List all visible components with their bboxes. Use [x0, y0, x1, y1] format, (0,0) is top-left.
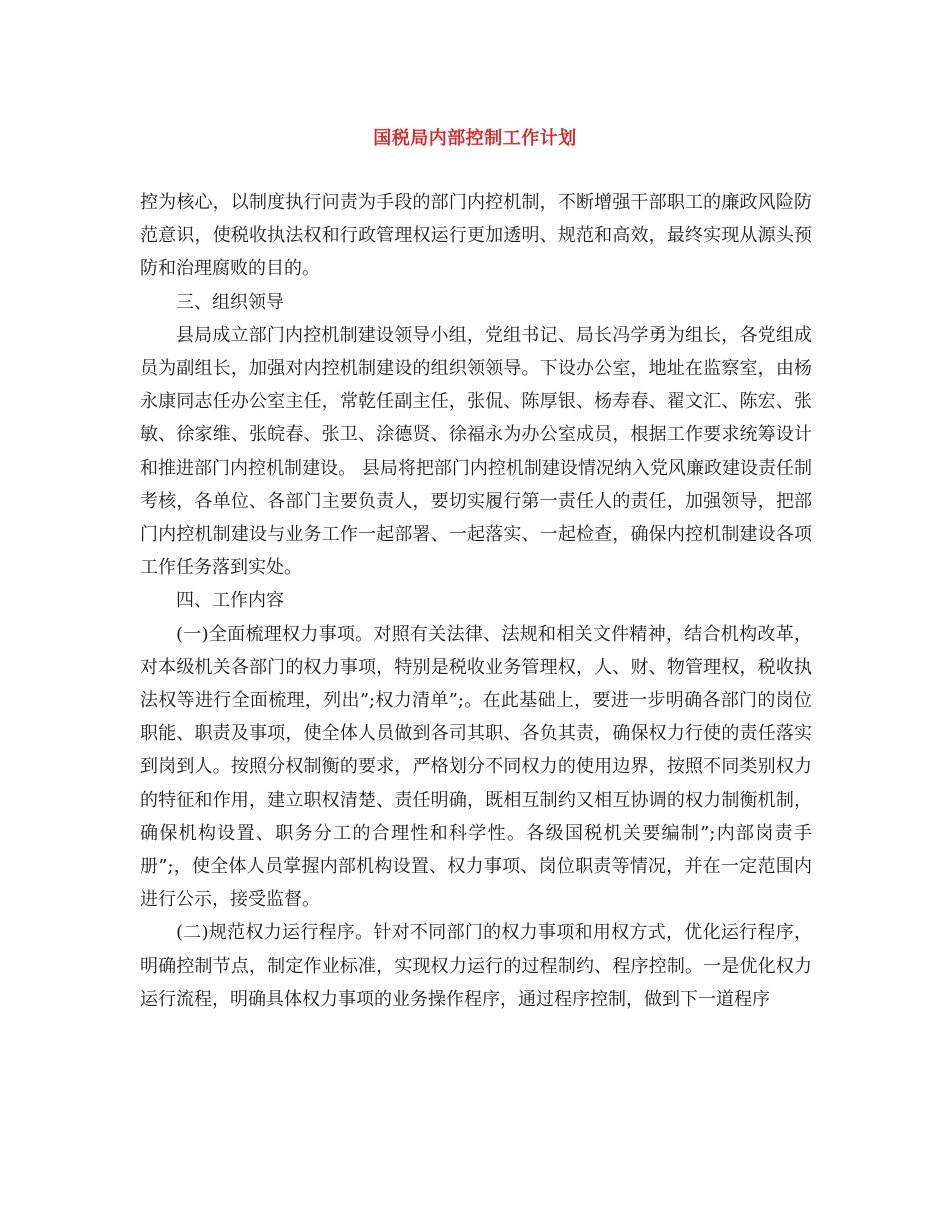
paragraph: 控为核心，以制度执行问责为手段的部门内控机制，不断增强干部职工的廉政风险防范意识，使税收执法权和行政管理权运行更加透明、规范和高效，最终实现从源头预防和治理腐败的目的。 [140, 192, 812, 280]
document-body [140, 186, 812, 1016]
section-heading: 三、组织领导 [176, 291, 284, 313]
paragraph: 县局成立部门内控机制建设领导小组，党组书记、局长冯学勇为组长，各党组成员为副组长，加强对内控机制建设的组织领领导。下设办公室，地址在监察室，由杨永康同志任办公室主任，常乾任副主任，张侃、陈厚银、杨寿春、翟文汇、陈宏、张敏、徐家维、张皖春、张卫、涂德贤、徐福永为办公室成员，根据工作要求统筹设计和推进部门内控机制建设。 县局将把部门内控机制建设情况纳入党风廉政建设责任制考核，各单位、各部门主要负责人，要切实履行第一责任人的责任，加强领导，把部门内控机制建设与业务工作一起部署、一起落实、一起检查，确保内控机制建设各项工作任务落到实处。 [140, 324, 812, 579]
paragraph: (一)全面梳理权力事项。对照有关法律、法规和相关文件精神，结合机构改革，对本级机关各部门的权力事项，特别是税收业务管理权，人、财、物管理权，税收执法权等进行全面梳理，列出”;权力清单”;。在此基础上，要进一步明确各部门的岗位职能、职责及事项，使全体人员做到各司其职、各负其责，确保权力行使的责任落实到岗到人。按照分权制衡的要求，严格划分不同权力的使用边界，按照不同类别权力的特征和作用，建立职权清楚、责任明确，既相互制约又相互协调的权力制衡机制，确保机构设置、职务分工的合理性和科学性。各级国税机关要编制”;内部岗责手册”;，使全体人员掌握内部机构设置、权力事项、岗位职责等情况，并在一定范围内进行公示，接受监督。 [140, 623, 812, 911]
document-title: 国税局内部控制工作计划 [373, 128, 577, 149]
paragraph: (二)规范权力运行程序。针对不同部门的权力事项和用权方式，优化运行程序，明确控制节点，制定作业标准，实现权力运行的过程制约、程序控制。一是优化权力运行流程，明确具体权力事项的业务操作程序，通过程序控制，做到下一道程序 [140, 922, 812, 1010]
section-heading: 四、工作内容 [176, 590, 284, 612]
